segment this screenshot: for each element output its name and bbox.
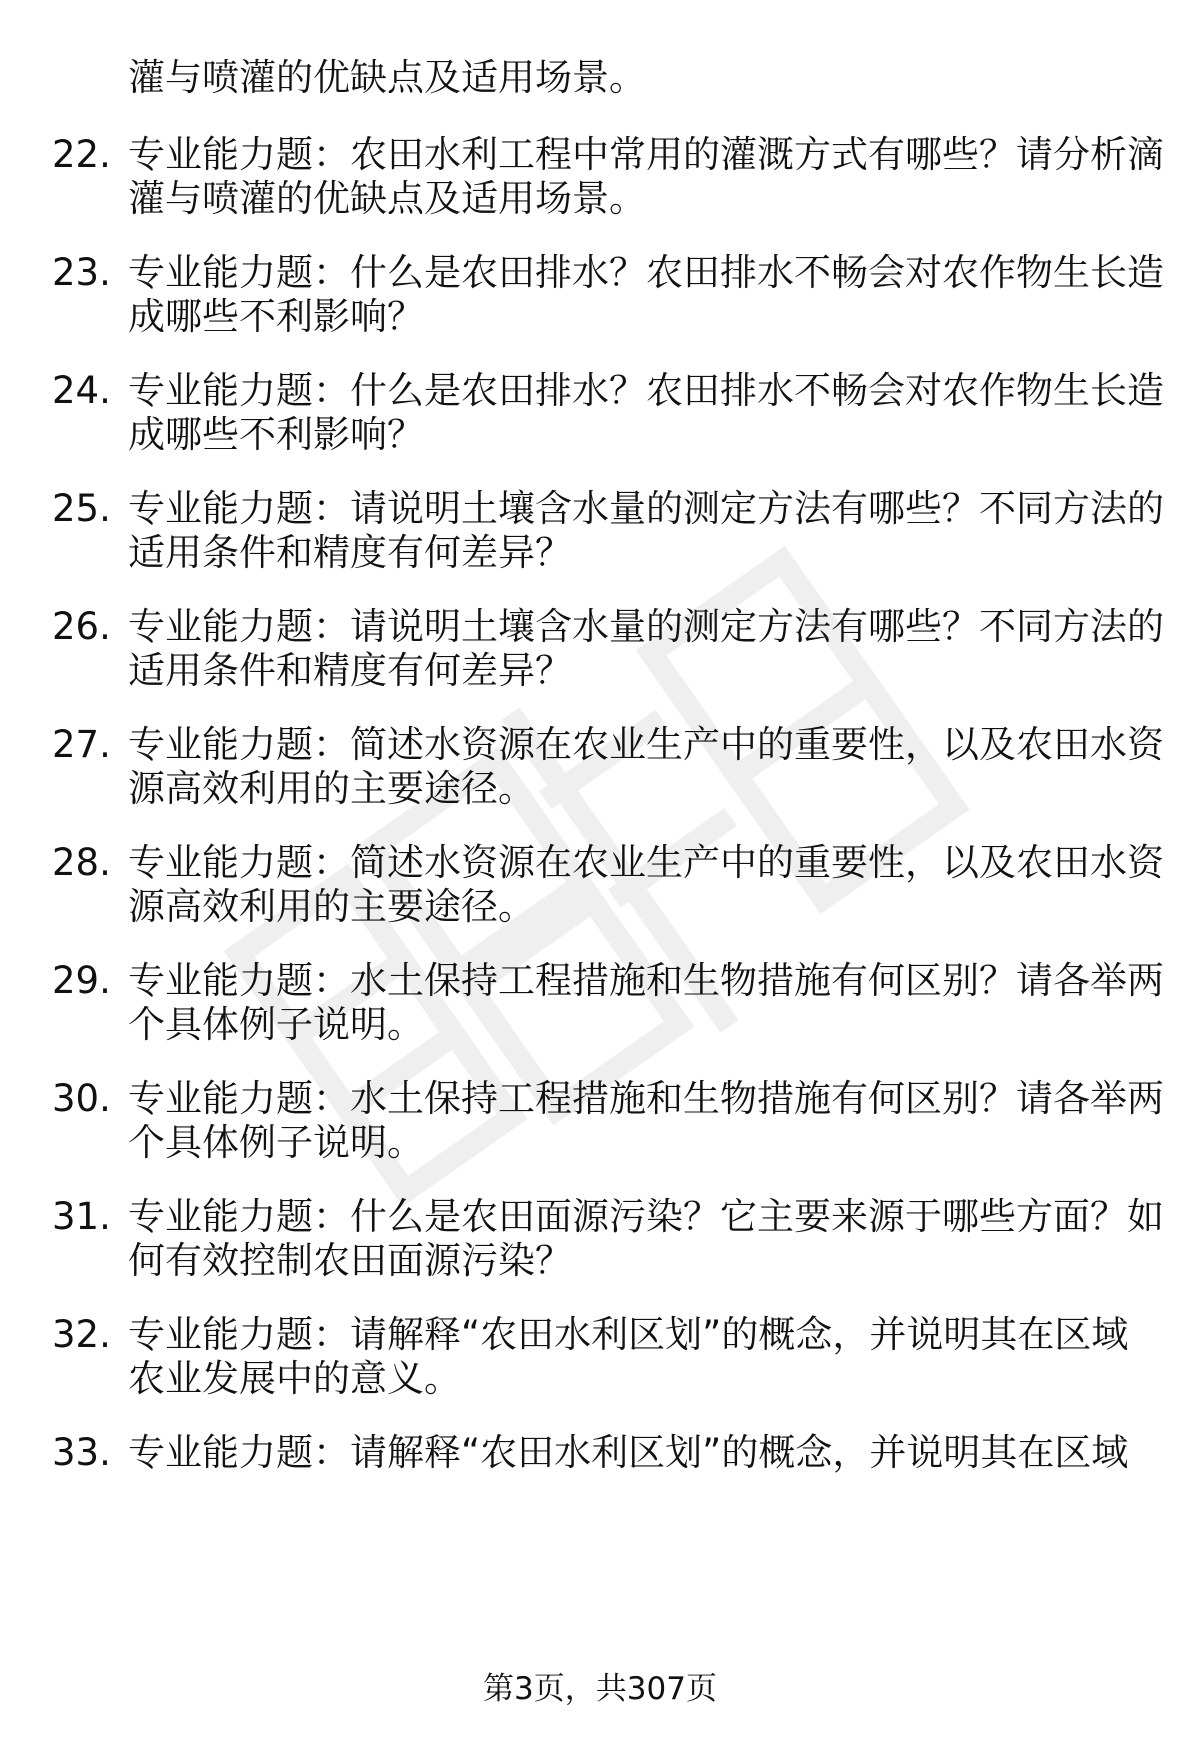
item-text-line: 专业能力题：请说明土壤含水量的测定方法有哪些？不同方法的 xyxy=(128,487,1164,530)
item-text-line: 何有效控制农田面源污染？ xyxy=(128,1239,572,1282)
item-text-line: 个具体例子说明。 xyxy=(128,1003,424,1046)
item-text-line: 专业能力题：请解释“农田水利区划”的概念，并说明其在区域 xyxy=(128,1431,1129,1474)
item-text-line: 成哪些不利影响？ xyxy=(128,295,424,338)
item-text-line: 灌与喷灌的优缺点及适用场景。 xyxy=(128,177,646,220)
item-number: 27. xyxy=(52,723,111,766)
item-number: 30. xyxy=(52,1077,111,1120)
item-text-line: 专业能力题：请解释“农田水利区划”的概念，并说明其在区域 xyxy=(128,1313,1129,1356)
list-item-continuation xyxy=(0,1228,1200,1294)
item-text-line: 专业能力题：什么是农田面源污染？它主要来源于哪些方面？如 xyxy=(128,1195,1164,1238)
item-text-line: 成哪些不利影响？ xyxy=(128,413,424,456)
list-item-continuation xyxy=(0,166,1200,232)
list-item-continuation xyxy=(0,1346,1200,1412)
item-number: 33. xyxy=(52,1431,111,1474)
item-text-line: 适用条件和精度有何差异？ xyxy=(128,649,572,692)
item-number: 22. xyxy=(52,133,111,176)
item-text-line: 专业能力题：请说明土壤含水量的测定方法有哪些？不同方法的 xyxy=(128,605,1164,648)
item-text-line: 专业能力题：什么是农田排水？农田排水不畅会对农作物生长造 xyxy=(128,369,1164,412)
item-number: 29. xyxy=(52,959,111,1002)
item-text-line: 专业能力题：简述水资源在农业生产中的重要性，以及农田水资 xyxy=(128,723,1164,766)
item-text-line: 专业能力题：农田水利工程中常用的灌溉方式有哪些？请分析滴 xyxy=(128,133,1164,176)
item-number: 25. xyxy=(52,487,111,530)
list-item-continuation xyxy=(0,992,1200,1058)
item-number: 24. xyxy=(52,369,111,412)
item-number: 28. xyxy=(52,841,111,884)
item-text-line: 灌与喷灌的优缺点及适用场景。 xyxy=(128,56,646,99)
item-text-line: 源高效利用的主要途径。 xyxy=(128,885,535,928)
list-item-continuation xyxy=(0,874,1200,940)
list-item-continuation xyxy=(0,402,1200,468)
item-number: 32. xyxy=(52,1313,111,1356)
list-item-continuation xyxy=(0,284,1200,350)
item-text-line: 专业能力题：什么是农田排水？农田排水不畅会对农作物生长造 xyxy=(128,251,1164,294)
item-text-line: 源高效利用的主要途径。 xyxy=(128,767,535,810)
list-item xyxy=(0,1420,1200,1486)
list-item-continuation xyxy=(0,756,1200,822)
page-number-footer: 第3页，共307页 xyxy=(483,1671,717,1707)
item-number: 23. xyxy=(52,251,111,294)
item-text-line: 专业能力题：简述水资源在农业生产中的重要性，以及农田水资 xyxy=(128,841,1164,884)
item-text-line: 专业能力题：水土保持工程措施和生物措施有何区别？请各举两 xyxy=(128,959,1164,1002)
item-text-line: 适用条件和精度有何差异？ xyxy=(128,531,572,574)
item-number: 31. xyxy=(52,1195,111,1238)
list-item-continuation xyxy=(0,45,1200,111)
item-text-line: 专业能力题：水土保持工程措施和生物措施有何区别？请各举两 xyxy=(128,1077,1164,1120)
item-text-line: 农业发展中的意义。 xyxy=(128,1357,461,1400)
list-item-continuation xyxy=(0,638,1200,704)
list-item-continuation xyxy=(0,1110,1200,1176)
list-item-continuation xyxy=(0,520,1200,586)
item-number: 26. xyxy=(52,605,111,648)
item-text-line: 个具体例子说明。 xyxy=(128,1121,424,1164)
